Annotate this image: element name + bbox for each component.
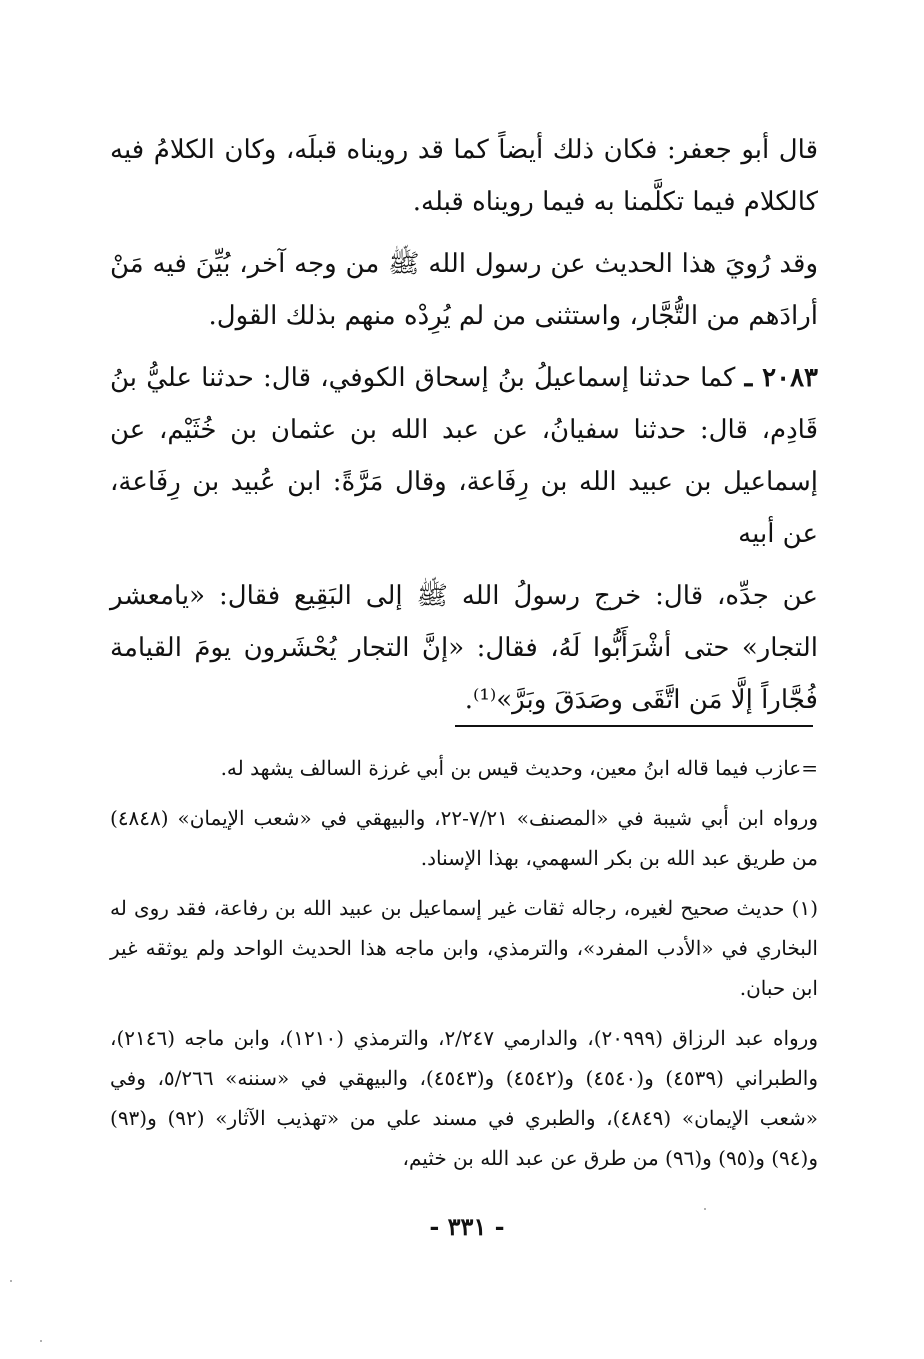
footnote-paragraph: (١) حديث صحيح لغيره، رجاله ثقات غير إسماعيل بن عبيد الله بن رفاعة، فقد روى له البخاري في «الأدب المفرد»، والترمذي، وابن ماجه هذا الحديث الواحد ولم يوثقه غير ابن حبان. [110,896,818,1000]
footnote-paragraph: =عازب فيما قاله ابنُ معين، وحديث قيس بن أبي غرزة السالف يشهد له. [220,756,818,780]
hadith-paragraph: عن جدِّه، قال: خرج رسولُ الله ﷺ إلى البَقِيع فقال: «يامعشر التجار» حتى أشْرَأَبُّوا لَهُ، فقال: «إنَّ التجار يُحْشَرون يومَ القيامة فُجَّاراً إلَّا مَن اتَّقَى وصَدَقَ وبَرَّ»⁽¹⁾. [110,581,818,715]
hadith-number: ٢٠٨٣ ـ [744,363,819,393]
paper-speck [10,1280,12,1282]
footnote-paragraph: ورواه ابن أبي شيبة في «المصنف» ٧/٢١-٢٢، والبيهقي في «شعب الإيمان» (٤٨٤٨) من طريق عبد الله بن بكر السهمي، بهذا الإسناد. [110,806,818,870]
footnotes-block [110,748,818,1188]
footnote-paragraph: ورواه عبد الرزاق (٢٠٩٩٩)، والدارمي ٢/٢٤٧، والترمذي (١٢١٠)، وابن ماجه (٢١٤٦)، والطبراني (٤٥٣٩) و(٤٥٤٠) و(٤٥٤٢) و(٤٥٤٣)، والبيهقي في «سننه» ٥/٢٦٦، وفي «شعب الإيمان» (٤٨٤٩)، والطبري في مسند علي من «تهذيب الآثار» (٩٢) و(٩٣) و(٩٤) و(٩٥) و(٩٦) من طرق عن عبد الله بن خثيم، [110,1026,819,1170]
page-number: - ٣٣١ - [429,1212,505,1241]
footnote-divider [455,725,813,727]
main-paragraph: قال أبو جعفر: فكان ذلك أيضاً كما قد رويناه قبلَه، وكان الكلامُ فيه كالكلام فيما تكلَّمنا به فيما رويناه قبله. [110,135,818,217]
hadith-paragraph [110,352,818,560]
main-paragraph: وقد رُويَ هذا الحديث عن رسول الله ﷺ من وجه آخر، بُيِّنَ فيه مَنْ أرادَهم من التُّجَّار، واستثنى من لم يُرِدْه منهم بذلك القول. [110,249,818,331]
paper-speck [704,1208,706,1210]
main-text-block [110,124,818,736]
hadith-text: كما حدثنا إسماعيلُ بنُ إسحاق الكوفي، قال: حدثنا عليُّ بنُ قَادِم، قال: حدثنا سفيانُ، عن عبد الله بن عثمان بن خُثَيْم، عن إسماعيل بن عبيد الله بن رِفَاعة، وقال مَرَّةً: ابن عُبيد بن رِفَاعة، عن أبيه [110,363,818,549]
paper-speck [40,1340,42,1342]
